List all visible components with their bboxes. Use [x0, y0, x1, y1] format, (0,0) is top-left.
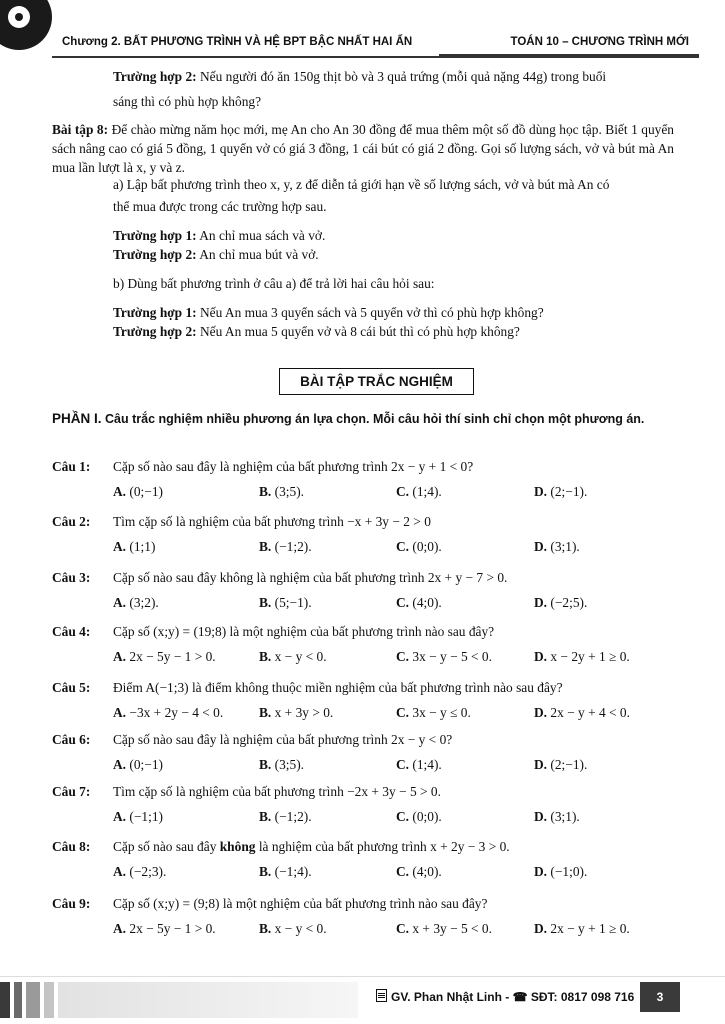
- option-key: D.: [534, 921, 548, 936]
- question-5-option-b: [259, 705, 333, 721]
- option-value: 2x − 5y − 1 > 0.: [129, 649, 216, 664]
- question-text: Điểm A(−1;3) là điểm không thuộc miền nghiệm của bất phương trình nào sau đây?: [113, 680, 563, 695]
- option-value: (3;1).: [550, 539, 580, 554]
- question-5-option-c: [396, 705, 471, 721]
- question-3-option-a: [113, 595, 159, 611]
- option-value: −3x + 2y − 4 < 0.: [129, 705, 224, 720]
- option-key: D.: [534, 705, 548, 720]
- question-label: Câu 7:: [52, 784, 91, 799]
- option-key: B.: [259, 649, 272, 664]
- question-text: [113, 839, 510, 855]
- option-value: 2x − y + 1 ≥ 0.: [550, 921, 630, 936]
- question-8-option-b: [259, 864, 312, 880]
- question-2-option-b: [259, 539, 312, 555]
- case-label: Trường hợp 2:: [113, 69, 197, 84]
- option-key: C.: [396, 484, 410, 499]
- option-value: (0;−1): [129, 757, 163, 772]
- option-key: B.: [259, 539, 272, 554]
- option-key: C.: [396, 705, 410, 720]
- option-key: C.: [396, 757, 410, 772]
- option-value: (3;2).: [129, 595, 159, 610]
- question-text: Tìm cặp số là nghiệm của bất phương trình −2x + 3y − 5 > 0.: [113, 784, 441, 799]
- question-6-option-a: [113, 757, 163, 773]
- question-label: Câu 4:: [52, 624, 91, 639]
- question-3-option-d: [534, 595, 587, 611]
- option-key: D.: [534, 864, 548, 879]
- footer-divider: [0, 976, 725, 977]
- option-key: A.: [113, 809, 127, 824]
- exercise-8b-case1: [113, 303, 544, 322]
- option-key: D.: [534, 539, 548, 554]
- question-8-option-a: [113, 864, 166, 880]
- question-text: Cặp số (x;y) = (19;8) là một nghiệm của bất phương trình nào sau đây?: [113, 624, 495, 639]
- question-text: Cặp số (x;y) = (9;8) là một nghiệm của bất phương trình nào sau đây?: [113, 896, 488, 911]
- option-key: D.: [534, 809, 548, 824]
- intro-case2-line1: [113, 67, 606, 86]
- option-value: (1;1): [129, 539, 156, 554]
- option-value: (−1;4).: [274, 864, 312, 879]
- option-key: A.: [113, 539, 127, 554]
- option-key: B.: [259, 595, 272, 610]
- option-key: B.: [259, 484, 272, 499]
- option-value: (0;0).: [412, 809, 442, 824]
- question-4-option-a: [113, 649, 216, 665]
- question-4-option-c: [396, 649, 492, 665]
- document-icon: [376, 989, 387, 1002]
- question-3-option-b: [259, 595, 312, 611]
- exercise-8: [52, 120, 674, 177]
- case-label: Trường hợp 2:: [113, 247, 197, 262]
- phone-number: SĐT: 0817 098 716: [530, 990, 635, 1004]
- intro-case2-line2: sáng thì có phù hợp không?: [113, 94, 262, 109]
- option-key: C.: [396, 649, 410, 664]
- case-text: An chỉ mua sách và vở.: [199, 228, 326, 243]
- question-4-option-b: [259, 649, 327, 665]
- option-key: C.: [396, 539, 410, 554]
- logo-badge: [0, 0, 52, 50]
- option-value: (5;−1).: [274, 595, 312, 610]
- question-5-option-d: [534, 705, 630, 721]
- option-key: D.: [534, 649, 548, 664]
- question-label: Câu 1:: [52, 459, 91, 474]
- option-key: B.: [259, 921, 272, 936]
- option-value: 3x − y ≤ 0.: [412, 705, 471, 720]
- option-value: (3;5).: [274, 484, 305, 499]
- header-divider: [52, 56, 699, 58]
- option-value: (−1;0).: [550, 864, 588, 879]
- option-value: x + 3y > 0.: [274, 705, 334, 720]
- chapter-title: Chương 2. BẤT PHƯƠNG TRÌNH VÀ HỆ BPT BẬC NHẤT HAI ẨN: [62, 36, 413, 48]
- option-value: (3;5).: [274, 757, 305, 772]
- separator: -: [501, 990, 513, 1004]
- option-value: 2x − 5y − 1 > 0.: [129, 921, 216, 936]
- case-label: Trường hợp 1:: [113, 305, 197, 320]
- case-label: Trường hợp 2:: [113, 324, 197, 339]
- option-key: B.: [259, 809, 272, 824]
- exercise-text: Để chào mừng năm học mới, mẹ An cho An 30 đồng để mua thêm một số đồ dùng học tập. Biết 1 quyển sách nâng cao có giá 5 đồng, 1 quyển vở có giá 3 đồng, 1 cái bút có giá 2 đồng. Gọi số lượng sách, vở và bút mà An mua lần lượt là x, y và z.: [52, 122, 674, 175]
- option-key: C.: [396, 921, 410, 936]
- option-value: (0;0).: [412, 539, 442, 554]
- question-text: Cặp số nào sau đây không là nghiệm của bất phương trình 2x + y − 7 > 0.: [113, 570, 508, 585]
- option-value: x + 3y − 5 < 0.: [412, 921, 492, 936]
- option-key: A.: [113, 595, 127, 610]
- case-text: An chỉ mua bút và vở.: [199, 247, 319, 262]
- question-label: Câu 2:: [52, 514, 91, 529]
- option-value: (4;0).: [412, 595, 442, 610]
- page-number: 3: [640, 982, 680, 1012]
- question-text-part: là nghiệm của bất phương trình x + 2y − 3 > 0.: [255, 839, 510, 854]
- question-label: Câu 5:: [52, 680, 91, 695]
- question-7-option-c: [396, 809, 442, 825]
- option-value: 3x − y − 5 < 0.: [412, 649, 492, 664]
- option-value: x − y < 0.: [274, 921, 327, 936]
- phone-icon: ☎: [512, 990, 528, 1004]
- question-9-option-d: [534, 921, 630, 937]
- option-value: (1;4).: [412, 484, 442, 499]
- option-value: (−1;2).: [274, 539, 312, 554]
- part-text: Câu trắc nghiệm nhiều phương án lựa chọn. Mỗi câu hỏi thí sinh chỉ chọn một phương án.: [105, 412, 645, 426]
- question-8-option-c: [396, 864, 442, 880]
- option-value: (−2;5).: [550, 595, 588, 610]
- case-text: Nếu An mua 5 quyển vở và 8 cái bút thì có phù hợp không?: [200, 324, 520, 339]
- question-2-option-d: [534, 539, 580, 555]
- question-7-option-a: [113, 809, 163, 825]
- header-divider-accent: [439, 54, 699, 56]
- option-key: B.: [259, 757, 272, 772]
- question-6-option-b: [259, 757, 304, 773]
- question-1-option-d: [534, 484, 587, 500]
- question-text: Cặp số nào sau đây là nghiệm của bất phương trình 2x − y < 0?: [113, 732, 453, 747]
- question-1-option-b: [259, 484, 304, 500]
- option-key: C.: [396, 809, 410, 824]
- question-text: Tìm cặp số là nghiệm của bất phương trình −x + 3y − 2 > 0: [113, 514, 431, 529]
- exercise-label: Bài tập 8:: [52, 122, 109, 137]
- exercise-8a-line2: thể mua được trong các trường hợp sau.: [113, 199, 327, 214]
- footer-stripe-decoration: [0, 982, 360, 1018]
- part-label: PHẦN I.: [52, 411, 102, 426]
- option-value: (−1;2).: [274, 809, 312, 824]
- option-value: (0;−1): [129, 484, 163, 499]
- question-label: Câu 3:: [52, 570, 91, 585]
- exercise-8b: b) Dùng bất phương trình ở câu a) để trả lời hai câu hỏi sau:: [113, 276, 435, 291]
- question-1-option-a: [113, 484, 163, 500]
- option-key: C.: [396, 864, 410, 879]
- course-title: TOÁN 10 – CHƯƠNG TRÌNH MỚI: [510, 36, 689, 48]
- question-label: Câu 8:: [52, 839, 91, 854]
- option-key: D.: [534, 595, 548, 610]
- question-text: Cặp số nào sau đây là nghiệm của bất phương trình 2x − y + 1 < 0?: [113, 459, 474, 474]
- option-value: (3;1).: [550, 809, 580, 824]
- question-label: Câu 9:: [52, 896, 91, 911]
- part-1-instructions: [52, 410, 674, 428]
- option-key: B.: [259, 705, 272, 720]
- option-value: (2;−1).: [550, 484, 588, 499]
- question-5-option-a: [113, 705, 223, 721]
- question-1-option-c: [396, 484, 442, 500]
- question-7-option-b: [259, 809, 312, 825]
- question-label: Câu 6:: [52, 732, 91, 747]
- option-key: A.: [113, 864, 127, 879]
- option-key: A.: [113, 757, 127, 772]
- case-text: Nếu An mua 3 quyển sách và 5 quyển vở thì có phù hợp không?: [200, 305, 544, 320]
- option-key: D.: [534, 757, 548, 772]
- case-label: Trường hợp 1:: [113, 228, 197, 243]
- question-4-option-d: [534, 649, 630, 665]
- option-key: A.: [113, 921, 127, 936]
- option-value: (4;0).: [412, 864, 442, 879]
- exercise-8a-case2: [113, 245, 319, 264]
- exercise-8a-line1: a) Lập bất phương trình theo x, y, z để diễn tả giới hạn về số lượng sách, vở và bút mà An có: [113, 177, 610, 192]
- question-2-option-c: [396, 539, 442, 555]
- question-9-option-a: [113, 921, 216, 937]
- option-key: C.: [396, 595, 410, 610]
- option-value: (−1;1): [129, 809, 163, 824]
- option-key: A.: [113, 705, 127, 720]
- option-key: A.: [113, 649, 127, 664]
- option-value: 2x − y + 4 < 0.: [550, 705, 630, 720]
- question-9-option-c: [396, 921, 492, 937]
- case-text: Nếu người đó ăn 150g thịt bò và 3 quả trứng (mỗi quả nặng 44g) trong buổi: [200, 69, 607, 84]
- footer-contact: [376, 989, 634, 1004]
- question-2-option-a: [113, 539, 155, 555]
- question-3-option-c: [396, 595, 442, 611]
- question-7-option-d: [534, 809, 580, 825]
- section-title: BÀI TẬP TRẮC NGHIỆM: [279, 368, 474, 395]
- option-value: (2;−1).: [550, 757, 588, 772]
- option-value: (−2;3).: [129, 864, 167, 879]
- question-9-option-b: [259, 921, 327, 937]
- option-key: D.: [534, 484, 548, 499]
- question-text-part: Cặp số nào sau đây: [113, 839, 220, 854]
- exercise-8a-case1: [113, 226, 325, 245]
- option-value: x − 2y + 1 ≥ 0.: [550, 649, 630, 664]
- question-8-option-d: [534, 864, 587, 880]
- option-value: x − y < 0.: [274, 649, 327, 664]
- question-6-option-c: [396, 757, 442, 773]
- author-name: GV. Phan Nhật Linh: [391, 990, 502, 1004]
- exercise-8b-case2: [113, 322, 520, 341]
- question-6-option-d: [534, 757, 587, 773]
- option-value: (1;4).: [412, 757, 442, 772]
- option-key: A.: [113, 484, 127, 499]
- question-text-emphasis: không: [219, 839, 256, 854]
- logo-icon: [8, 6, 30, 28]
- option-key: B.: [259, 864, 272, 879]
